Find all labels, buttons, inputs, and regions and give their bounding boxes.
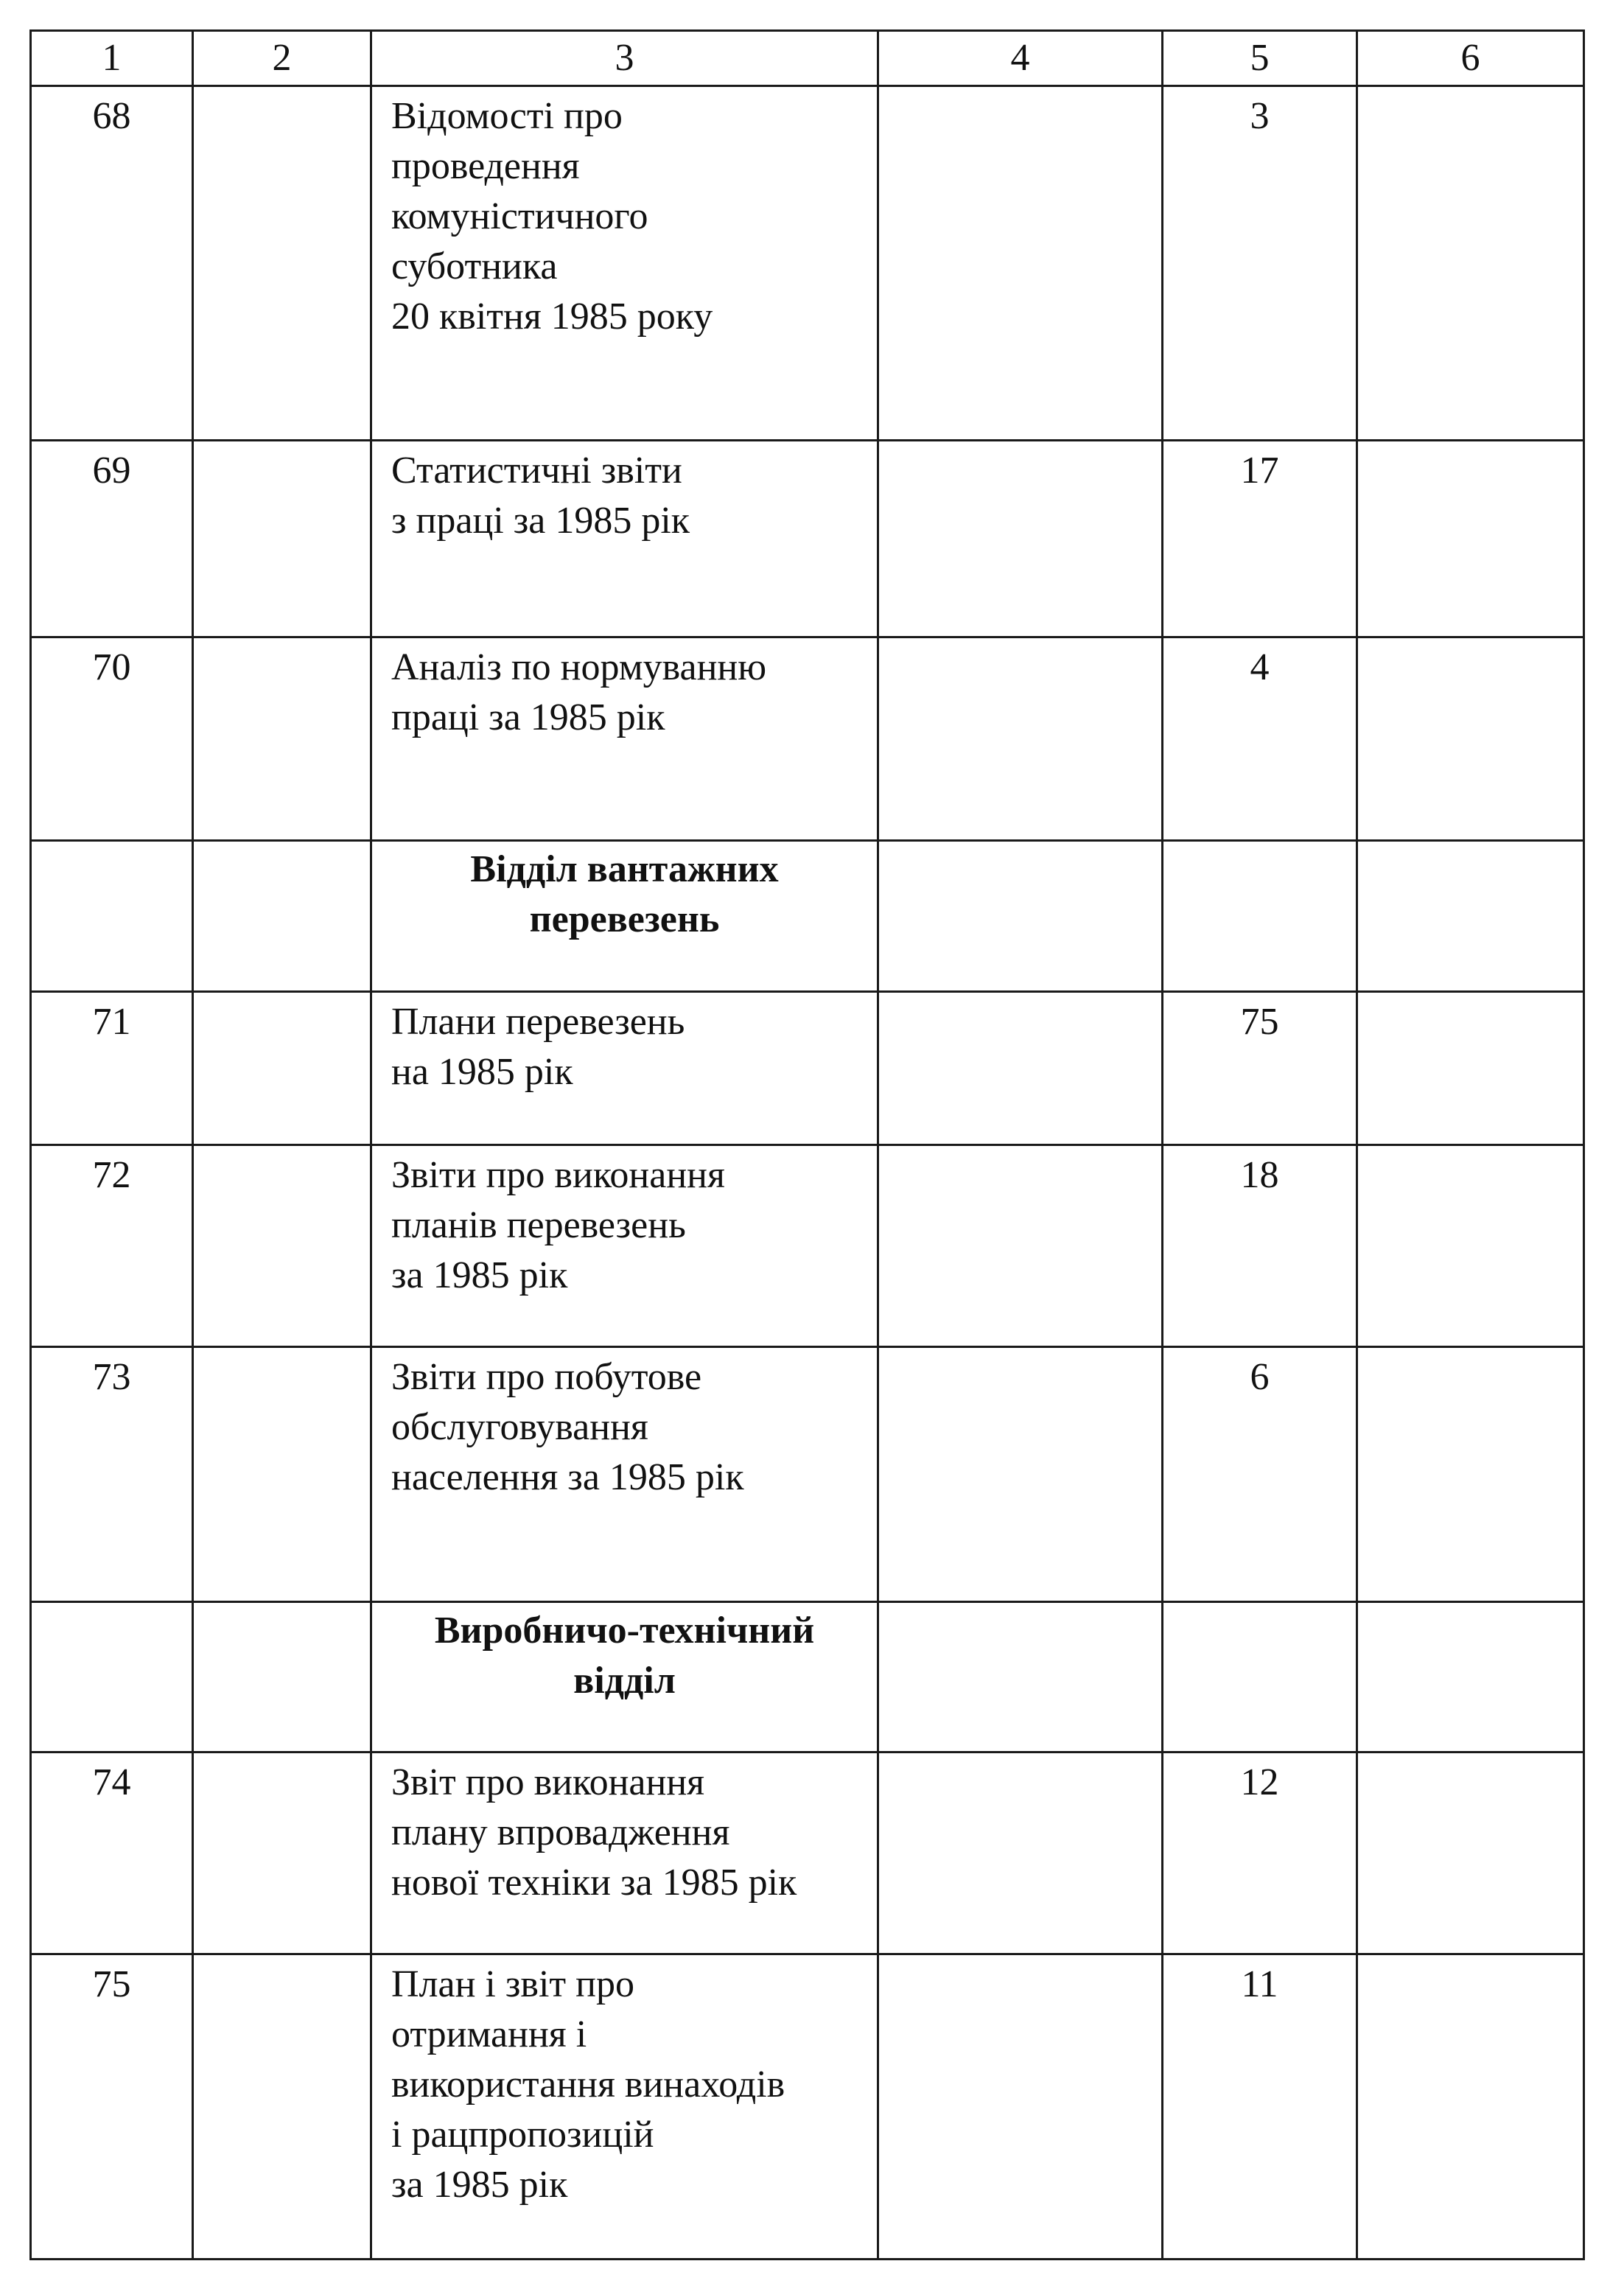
column-header-5: 5 (1163, 31, 1357, 86)
item-title: Статистичні звіти з праці за 1985 рік (371, 441, 878, 637)
item-title: Аналіз по нормуванню праці за 1985 рік (371, 637, 878, 841)
item-number: 70 (31, 637, 193, 841)
table-row (31, 441, 1584, 637)
item-count: 3 (1163, 86, 1357, 441)
column-number-header-row (31, 31, 1584, 86)
item-count: 18 (1163, 1145, 1357, 1347)
empty-cell (193, 992, 371, 1145)
empty-cell (193, 1602, 371, 1752)
item-title: Відомості про проведення комуністичного суботника 20 квітня 1985 року (371, 86, 878, 441)
table-row (31, 1752, 1584, 1954)
item-number: 69 (31, 441, 193, 637)
item-count: 12 (1163, 1752, 1357, 1954)
item-title: Плани перевезень на 1985 рік (371, 992, 878, 1145)
column-header-1: 1 (31, 31, 193, 86)
table-row (31, 1145, 1584, 1347)
empty-cell (193, 637, 371, 841)
item-number: 72 (31, 1145, 193, 1347)
empty-cell (878, 992, 1163, 1145)
empty-cell (193, 441, 371, 637)
empty-cell (1357, 841, 1584, 992)
empty-cell (193, 1145, 371, 1347)
item-number: 75 (31, 1954, 193, 2260)
empty-cell (193, 86, 371, 441)
empty-cell (1357, 992, 1584, 1145)
item-number: 73 (31, 1347, 193, 1602)
empty-cell (878, 86, 1163, 441)
item-count: 75 (1163, 992, 1357, 1145)
empty-cell (31, 1602, 193, 1752)
empty-cell (878, 1145, 1163, 1347)
column-header-4: 4 (878, 31, 1163, 86)
section-heading-row (31, 1602, 1584, 1752)
section-heading: Виробничо-технічний відділ (371, 1602, 878, 1752)
empty-cell (193, 1954, 371, 2260)
empty-cell (1357, 86, 1584, 441)
empty-cell (1357, 637, 1584, 841)
table-row (31, 1347, 1584, 1602)
table-row (31, 86, 1584, 441)
empty-cell (878, 1602, 1163, 1752)
empty-cell (193, 1752, 371, 1954)
empty-cell (1357, 1752, 1584, 1954)
empty-cell (1163, 1602, 1357, 1752)
empty-cell (1163, 841, 1357, 992)
document-page (29, 29, 1585, 2260)
column-header-6: 6 (1357, 31, 1584, 86)
item-count: 17 (1163, 441, 1357, 637)
empty-cell (1357, 1602, 1584, 1752)
empty-cell (878, 1752, 1163, 1954)
column-header-3: 3 (371, 31, 878, 86)
empty-cell (878, 1347, 1163, 1602)
table-row (31, 1954, 1584, 2260)
table-row (31, 992, 1584, 1145)
item-number: 68 (31, 86, 193, 441)
inventory-table (29, 29, 1585, 2260)
empty-cell (1357, 1145, 1584, 1347)
empty-cell (31, 841, 193, 992)
empty-cell (1357, 441, 1584, 637)
empty-cell (1357, 1347, 1584, 1602)
item-count: 4 (1163, 637, 1357, 841)
empty-cell (193, 841, 371, 992)
table-row (31, 637, 1584, 841)
column-header-2: 2 (193, 31, 371, 86)
item-number: 71 (31, 992, 193, 1145)
empty-cell (878, 637, 1163, 841)
item-title: Звіти про побутове обслуговування населення за 1985 рік (371, 1347, 878, 1602)
item-number: 74 (31, 1752, 193, 1954)
empty-cell (878, 1954, 1163, 2260)
section-heading: Відділ вантажних перевезень (371, 841, 878, 992)
empty-cell (193, 1347, 371, 1602)
item-title: План і звіт про отримання і використання винаходів і рацпропозицій за 1985 рік (371, 1954, 878, 2260)
empty-cell (878, 841, 1163, 992)
item-title: Звіт про виконання плану впровадження нової техніки за 1985 рік (371, 1752, 878, 1954)
item-title: Звіти про виконання планів перевезень за 1985 рік (371, 1145, 878, 1347)
item-count: 11 (1163, 1954, 1357, 2260)
item-count: 6 (1163, 1347, 1357, 1602)
empty-cell (878, 441, 1163, 637)
empty-cell (1357, 1954, 1584, 2260)
section-heading-row (31, 841, 1584, 992)
